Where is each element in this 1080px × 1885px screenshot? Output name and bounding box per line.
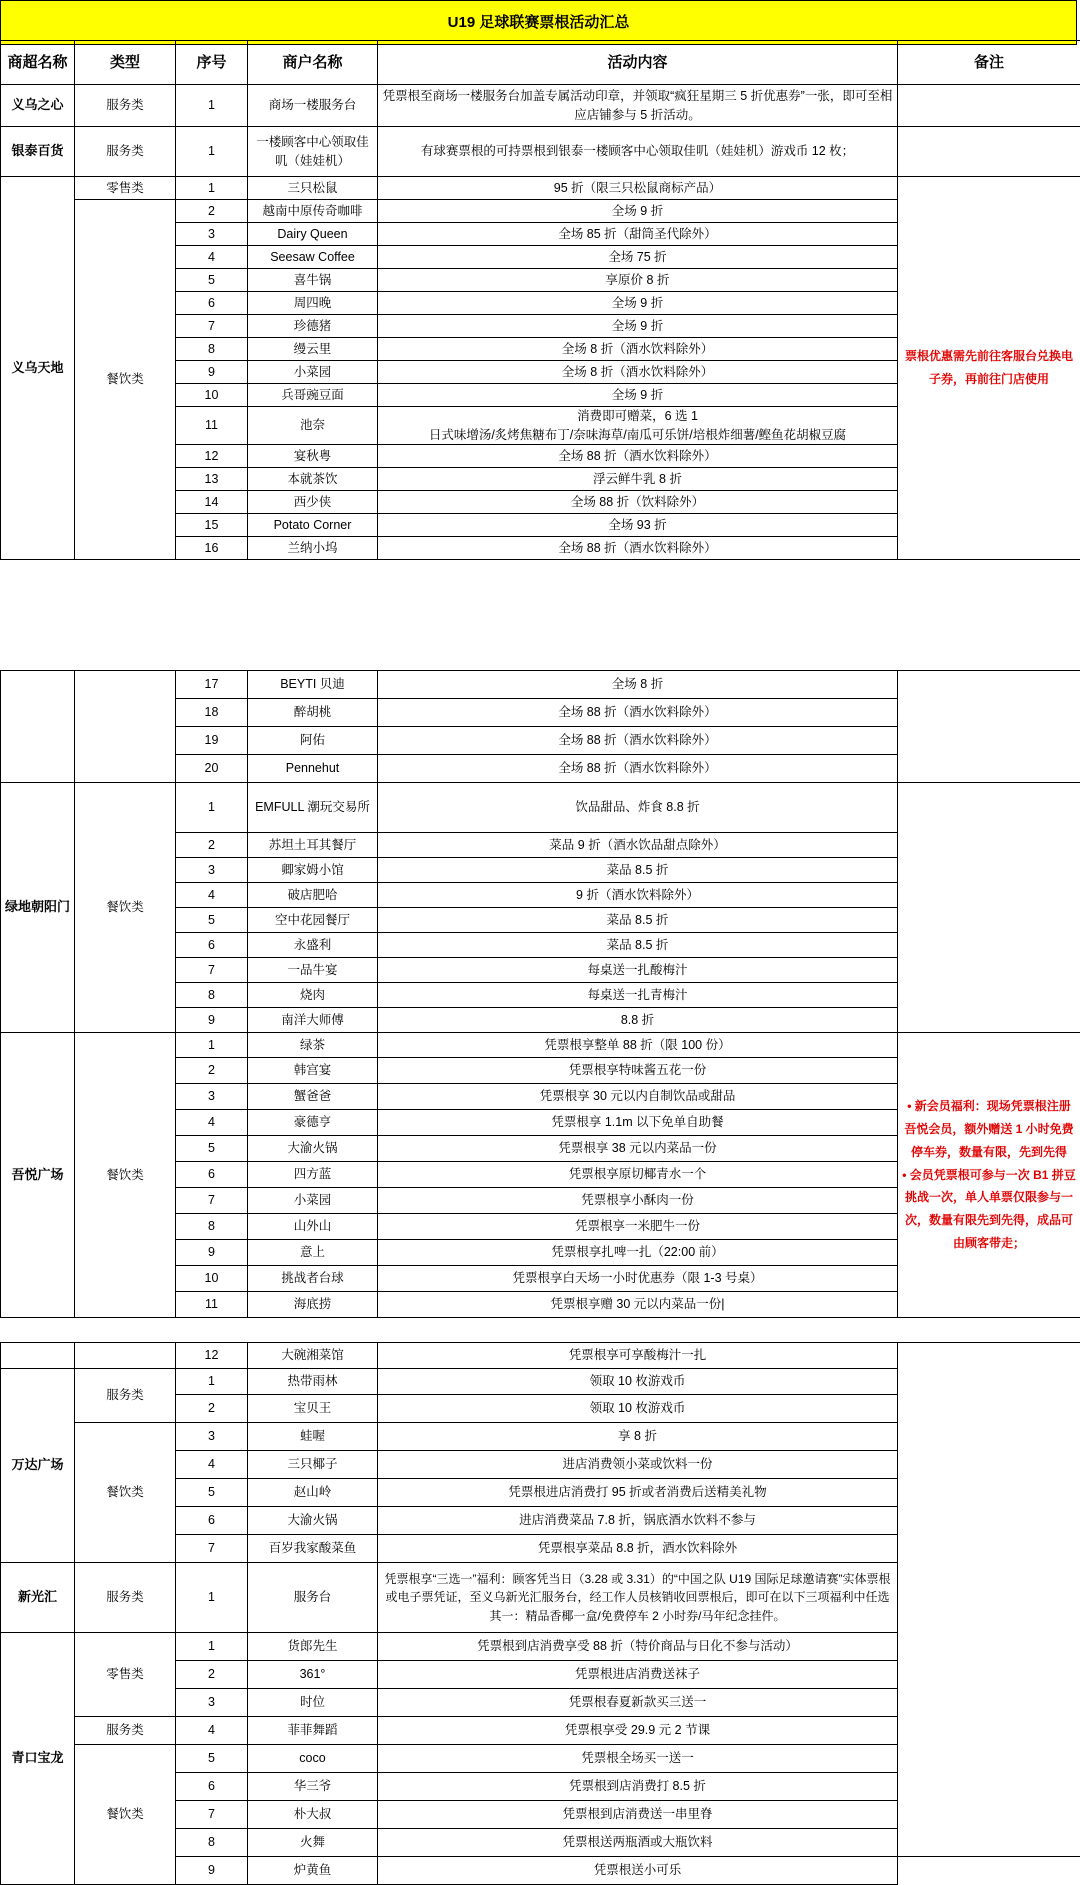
- index-cell: 20: [176, 755, 248, 783]
- merchant-cell: 苏坦土耳其餐厅: [248, 833, 378, 858]
- index-cell: 9: [176, 361, 248, 384]
- index-cell: 9: [176, 1008, 248, 1033]
- merchant-cell: 山外山: [248, 1214, 378, 1240]
- merchant-cell: 朴大叔: [248, 1801, 378, 1829]
- merchant-cell: BEYTI 贝迪: [248, 671, 378, 699]
- activity-cell: 菜品 8.5 折: [378, 908, 898, 933]
- index-cell: 7: [176, 958, 248, 983]
- merchant-cell: 小菜园: [248, 361, 378, 384]
- index-cell: 2: [176, 200, 248, 223]
- index-cell: 10: [176, 384, 248, 407]
- index-cell: 8: [176, 338, 248, 361]
- activity-cell: 菜品 9 折（酒水饮品甜点除外）: [378, 833, 898, 858]
- merchant-cell: 一品牛宴: [248, 958, 378, 983]
- merchant-cell: 宴秋粤: [248, 445, 378, 468]
- merchant-cell: Dairy Queen: [248, 223, 378, 246]
- activity-cell: 全场 88 折（饮料除外）: [378, 491, 898, 514]
- activity-cell: 全场 88 折（酒水饮料除外）: [378, 727, 898, 755]
- activity-cell: 凭票根到店消费送一串里脊: [378, 1801, 898, 1829]
- merchant-cell: coco: [248, 1745, 378, 1773]
- index-cell: 1: [176, 127, 248, 177]
- table-row: [1, 783, 1080, 833]
- merchant-cell: Seesaw Coffee: [248, 246, 378, 269]
- activity-cell: 凭票根享“三选一”福利：顾客凭当日（3.28 或 3.31）的“中国之队 U19 国际足球邀请赛”实体票根或电子票凭证，至义乌新光汇服务台，经工作人员核销收回票根后，即可在以下三项福利中任选其一：精品香椰一盒/免费停车 2 小时券/马年纪念挂件。: [378, 1563, 898, 1633]
- table-row: [1, 1033, 1080, 1058]
- activity-cell: 95 折（限三只松鼠商标产品）: [378, 177, 898, 200]
- activity-cell: 全场 75 折: [378, 246, 898, 269]
- merchant-cell: 海底捞: [248, 1292, 378, 1318]
- index-cell: 4: [176, 883, 248, 908]
- merchant-cell: 蛙喔: [248, 1423, 378, 1451]
- index-cell: 8: [176, 1829, 248, 1857]
- merchant-cell: 兰纳小坞: [248, 537, 378, 560]
- type-cell: 服务类: [75, 127, 176, 177]
- merchant-cell: 阿佑: [248, 727, 378, 755]
- activity-cell: 消费即可赠菜，6 选 1 日式味增汤/炙烤焦糖布丁/奈味海草/南瓜可乐饼/培根炸细薯/鲣鱼花胡椒豆腐: [378, 407, 898, 445]
- index-cell: 1: [176, 177, 248, 200]
- activity-cell: 9 折（酒水饮料除外）: [378, 883, 898, 908]
- index-cell: 11: [176, 407, 248, 445]
- index-cell: 8: [176, 983, 248, 1008]
- mall-name: [1, 1343, 75, 1369]
- index-cell: 6: [176, 933, 248, 958]
- index-cell: 6: [176, 1162, 248, 1188]
- activity-cell: 领取 10 枚游戏币: [378, 1369, 898, 1395]
- index-cell: 3: [176, 1423, 248, 1451]
- mall-name: [1, 671, 75, 783]
- merchant-cell: 百岁我家酸菜鱼: [248, 1535, 378, 1563]
- merchant-cell: 烧肉: [248, 983, 378, 1008]
- activity-cell: 凭票根进店消费送袜子: [378, 1661, 898, 1689]
- merchant-cell: 越南中原传奇咖啡: [248, 200, 378, 223]
- type-cell: 餐饮类: [75, 200, 176, 560]
- index-cell: 5: [176, 908, 248, 933]
- merchant-cell: 西少侠: [248, 491, 378, 514]
- merchant-cell: 小菜园: [248, 1188, 378, 1214]
- merchant-cell: 珍德猪: [248, 315, 378, 338]
- header-remark: 备注: [898, 41, 1080, 85]
- remark-cell: [898, 783, 1080, 1033]
- activity-cell: 全场 85 折（甜筒圣代除外）: [378, 223, 898, 246]
- header-index: 序号: [176, 41, 248, 85]
- activity-cell: 8.8 折: [378, 1008, 898, 1033]
- type-cell: 餐饮类: [75, 1033, 176, 1318]
- index-cell: 3: [176, 223, 248, 246]
- activity-cell: 凭票根享赠 30 元以内菜品一份|: [378, 1292, 898, 1318]
- activity-cell: 凭票根进店消费打 95 折或者消费后送精美礼物: [378, 1479, 898, 1507]
- remark-cell: [898, 127, 1080, 177]
- type-cell: [75, 671, 176, 783]
- merchant-cell: 空中花园餐厅: [248, 908, 378, 933]
- merchant-cell: 卿家姆小馆: [248, 858, 378, 883]
- activity-cell: 凭票根享白天场一小时优惠券（限 1-3 号桌）: [378, 1266, 898, 1292]
- activity-cell: 饮品甜品、炸食 8.8 折: [378, 783, 898, 833]
- index-cell: 19: [176, 727, 248, 755]
- merchant-cell: Pennehut: [248, 755, 378, 783]
- table-row: [1, 177, 1080, 200]
- index-cell: 1: [176, 1633, 248, 1661]
- header-mall: 商超名称: [1, 41, 75, 85]
- activity-cell: 全场 93 折: [378, 514, 898, 537]
- activity-cell: 菜品 8.5 折: [378, 858, 898, 883]
- merchant-cell: EMFULL 潮玩交易所: [248, 783, 378, 833]
- mall-name: 义乌之心: [1, 85, 75, 127]
- table-row: [1, 1343, 1080, 1369]
- merchant-cell: 绿茶: [248, 1033, 378, 1058]
- merchant-cell: 一楼顾客中心领取佳叽（娃娃机）: [248, 127, 378, 177]
- index-cell: 15: [176, 514, 248, 537]
- type-cell: 服务类: [75, 85, 176, 127]
- table-segment-2: [0, 670, 1080, 1318]
- merchant-cell: 池奈: [248, 407, 378, 445]
- mall-name: 义乌天地: [1, 177, 75, 560]
- merchant-cell: 热带雨林: [248, 1369, 378, 1395]
- header-activity: 活动内容: [378, 41, 898, 85]
- activity-cell: 凭票根享 30 元以内自制饮品或甜品: [378, 1084, 898, 1110]
- type-cell: 零售类: [75, 177, 176, 200]
- index-cell: 3: [176, 1084, 248, 1110]
- activity-cell: 凭票根享原切椰青水一个: [378, 1162, 898, 1188]
- merchant-cell: 周四晚: [248, 292, 378, 315]
- merchant-cell: 华三爷: [248, 1773, 378, 1801]
- merchant-cell: 宝贝王: [248, 1395, 378, 1423]
- activity-cell: 凭票根到店消费打 8.5 折: [378, 1773, 898, 1801]
- merchant-cell: 三只松鼠: [248, 177, 378, 200]
- index-cell: 14: [176, 491, 248, 514]
- index-cell: 18: [176, 699, 248, 727]
- merchant-cell: 韩宫宴: [248, 1058, 378, 1084]
- merchant-cell: 蟹爸爸: [248, 1084, 378, 1110]
- merchant-cell: 赵山岭: [248, 1479, 378, 1507]
- activity-cell: 进店消费领小菜或饮料一份: [378, 1451, 898, 1479]
- type-cell: 餐饮类: [75, 1745, 176, 1885]
- remark-note: 票根优惠需先前往客服台兑换电子券，再前往门店使用: [898, 177, 1080, 560]
- merchant-cell: 服务台: [248, 1563, 378, 1633]
- activity-cell: 菜品 8.5 折: [378, 933, 898, 958]
- activity-cell: 凭票根享扎啤一扎（22:00 前）: [378, 1240, 898, 1266]
- activity-cell: 凭票根享可享酸梅汁一扎: [378, 1343, 898, 1369]
- mall-name: 吾悦广场: [1, 1033, 75, 1318]
- remark-cell: [898, 671, 1080, 783]
- type-cell: 服务类: [75, 1369, 176, 1423]
- merchant-cell: 菲菲舞蹈: [248, 1717, 378, 1745]
- index-cell: 3: [176, 1689, 248, 1717]
- merchant-cell: 永盛利: [248, 933, 378, 958]
- index-cell: 4: [176, 1451, 248, 1479]
- page-title: U19 足球联赛票根活动汇总: [0, 0, 1077, 45]
- type-cell: 零售类: [75, 1633, 176, 1717]
- activity-cell: 每桌送一扎青梅汁: [378, 983, 898, 1008]
- index-cell: 1: [176, 1563, 248, 1633]
- merchant-cell: 喜牛锅: [248, 269, 378, 292]
- activity-cell: 全场 9 折: [378, 292, 898, 315]
- activity-cell: 全场 88 折（酒水饮料除外）: [378, 755, 898, 783]
- merchant-cell: 兵哥豌豆面: [248, 384, 378, 407]
- index-cell: 1: [176, 783, 248, 833]
- index-cell: 5: [176, 1479, 248, 1507]
- merchant-cell: 炉黄鱼: [248, 1857, 378, 1885]
- activity-cell: 每桌送一扎酸梅汁: [378, 958, 898, 983]
- index-cell: 13: [176, 468, 248, 491]
- merchant-cell: 豪德亨: [248, 1110, 378, 1136]
- index-cell: 4: [176, 1717, 248, 1745]
- index-cell: 11: [176, 1292, 248, 1318]
- activity-cell: 凭票根送小可乐: [378, 1857, 898, 1885]
- remark-cell: [898, 1343, 1080, 1857]
- merchant-cell: 大渝火锅: [248, 1507, 378, 1535]
- header-type: 类型: [75, 41, 176, 85]
- index-cell: 1: [176, 1033, 248, 1058]
- index-cell: 7: [176, 1535, 248, 1563]
- merchant-cell: 四方蓝: [248, 1162, 378, 1188]
- index-cell: 9: [176, 1857, 248, 1885]
- activity-cell: 凭票根享 38 元以内菜品一份: [378, 1136, 898, 1162]
- activity-cell: 凭票根春夏新款买三送一: [378, 1689, 898, 1717]
- merchant-cell: 时位: [248, 1689, 378, 1717]
- activity-cell: 凭票根享整单 88 折（限 100 份）: [378, 1033, 898, 1058]
- index-cell: 5: [176, 1745, 248, 1773]
- index-cell: 10: [176, 1266, 248, 1292]
- table-segment-3: [0, 1342, 1080, 1885]
- index-cell: 6: [176, 292, 248, 315]
- type-cell: 服务类: [75, 1717, 176, 1745]
- table-row: [1, 85, 1080, 127]
- merchant-cell: 货郎先生: [248, 1633, 378, 1661]
- index-cell: 2: [176, 833, 248, 858]
- activity-cell: 凭票根全场买一送一: [378, 1745, 898, 1773]
- remark-note: • 新会员福利：现场凭票根注册吾悦会员，额外赠送 1 小时免费停车券，数量有限，先到先得 • 会员凭票根可参与一次 B1 拼豆挑战一次，单人单票仅限参与一次，数量有限先到先得，成品可由顾客带走；: [898, 1033, 1080, 1318]
- merchant-cell: 挑战者台球: [248, 1266, 378, 1292]
- merchant-cell: 大渝火锅: [248, 1136, 378, 1162]
- merchant-cell: 火舞: [248, 1829, 378, 1857]
- index-cell: 3: [176, 858, 248, 883]
- activity-cell: 凭票根享一米肥牛一份: [378, 1214, 898, 1240]
- index-cell: 12: [176, 445, 248, 468]
- merchant-cell: 醉胡桃: [248, 699, 378, 727]
- activity-cell: 凭票根享受 29.9 元 2 节课: [378, 1717, 898, 1745]
- mall-name: 青口宝龙: [1, 1633, 75, 1885]
- merchant-cell: 意上: [248, 1240, 378, 1266]
- index-cell: 6: [176, 1773, 248, 1801]
- index-cell: 6: [176, 1507, 248, 1535]
- activity-cell: 凭票根送两瓶酒或大瓶饮料: [378, 1829, 898, 1857]
- index-cell: 2: [176, 1395, 248, 1423]
- mall-name: 绿地朝阳门: [1, 783, 75, 1033]
- activity-cell: 享 8 折: [378, 1423, 898, 1451]
- index-cell: 4: [176, 1110, 248, 1136]
- activity-cell: 全场 9 折: [378, 384, 898, 407]
- activity-cell: 全场 8 折（酒水饮料除外）: [378, 361, 898, 384]
- activity-cell: 凭票根到店消费享受 88 折（特价商品与日化不参与活动）: [378, 1633, 898, 1661]
- index-cell: 8: [176, 1214, 248, 1240]
- activity-cell: 全场 9 折: [378, 200, 898, 223]
- mall-name: 银泰百货: [1, 127, 75, 177]
- index-cell: 5: [176, 269, 248, 292]
- activity-cell: 进店消费菜品 7.8 折，锅底酒水饮料不参与: [378, 1507, 898, 1535]
- merchant-cell: 破店肥哈: [248, 883, 378, 908]
- index-cell: 5: [176, 1136, 248, 1162]
- index-cell: 2: [176, 1661, 248, 1689]
- mall-name: 万达广场: [1, 1369, 75, 1563]
- activity-cell: 全场 88 折（酒水饮料除外）: [378, 699, 898, 727]
- activity-cell: 全场 88 折（酒水饮料除外）: [378, 537, 898, 560]
- index-cell: 1: [176, 85, 248, 127]
- merchant-cell: 361°: [248, 1661, 378, 1689]
- index-cell: 1: [176, 1369, 248, 1395]
- table-row: [1, 671, 1080, 699]
- activity-cell: 领取 10 枚游戏币: [378, 1395, 898, 1423]
- type-cell: 服务类: [75, 1563, 176, 1633]
- activity-cell: 浮云鲜牛乳 8 折: [378, 468, 898, 491]
- merchant-cell: 本就茶饮: [248, 468, 378, 491]
- index-cell: 4: [176, 246, 248, 269]
- activity-cell: 享原价 8 折: [378, 269, 898, 292]
- merchant-cell: 三只椰子: [248, 1451, 378, 1479]
- index-cell: 2: [176, 1058, 248, 1084]
- index-cell: 9: [176, 1240, 248, 1266]
- merchant-cell: 缦云里: [248, 338, 378, 361]
- index-cell: 16: [176, 537, 248, 560]
- activity-cell: 全场 9 折: [378, 315, 898, 338]
- type-cell: 餐饮类: [75, 783, 176, 1033]
- merchant-cell: 商场一楼服务台: [248, 85, 378, 127]
- activity-cell: 凭票根至商场一楼服务台加盖专属活动印章，并领取“疯狂星期三 5 折优惠券”一张，即可至相应店铺参与 5 折活动。: [378, 85, 898, 127]
- index-cell: 7: [176, 315, 248, 338]
- merchant-cell: 南洋大师傅: [248, 1008, 378, 1033]
- type-cell: [75, 1343, 176, 1369]
- table-header-row: [1, 41, 1080, 85]
- remark-cell: [898, 85, 1080, 127]
- activity-cell: 全场 88 折（酒水饮料除外）: [378, 445, 898, 468]
- index-cell: 17: [176, 671, 248, 699]
- activity-cell: 凭票根享 1.1m 以下免单自助餐: [378, 1110, 898, 1136]
- mall-name: 新光汇: [1, 1563, 75, 1633]
- merchant-cell: 大碗湘菜馆: [248, 1343, 378, 1369]
- merchant-cell: Potato Corner: [248, 514, 378, 537]
- table-segment-1: [0, 40, 1080, 560]
- index-cell: 7: [176, 1188, 248, 1214]
- index-cell: 12: [176, 1343, 248, 1369]
- index-cell: 7: [176, 1801, 248, 1829]
- activity-cell: 全场 8 折: [378, 671, 898, 699]
- type-cell: 餐饮类: [75, 1423, 176, 1563]
- activity-cell: 凭票根享特味酱五花一份: [378, 1058, 898, 1084]
- activity-cell: 有球赛票根的可持票根到银泰一楼顾客中心领取佳叽（娃娃机）游戏币 12 枚；: [378, 127, 898, 177]
- header-merchant: 商户名称: [248, 41, 378, 85]
- activity-cell: 全场 8 折（酒水饮料除外）: [378, 338, 898, 361]
- table-row: [1, 127, 1080, 177]
- activity-cell: 凭票根享小酥肉一份: [378, 1188, 898, 1214]
- activity-cell: 凭票根享菜品 8.8 折，酒水饮料除外: [378, 1535, 898, 1563]
